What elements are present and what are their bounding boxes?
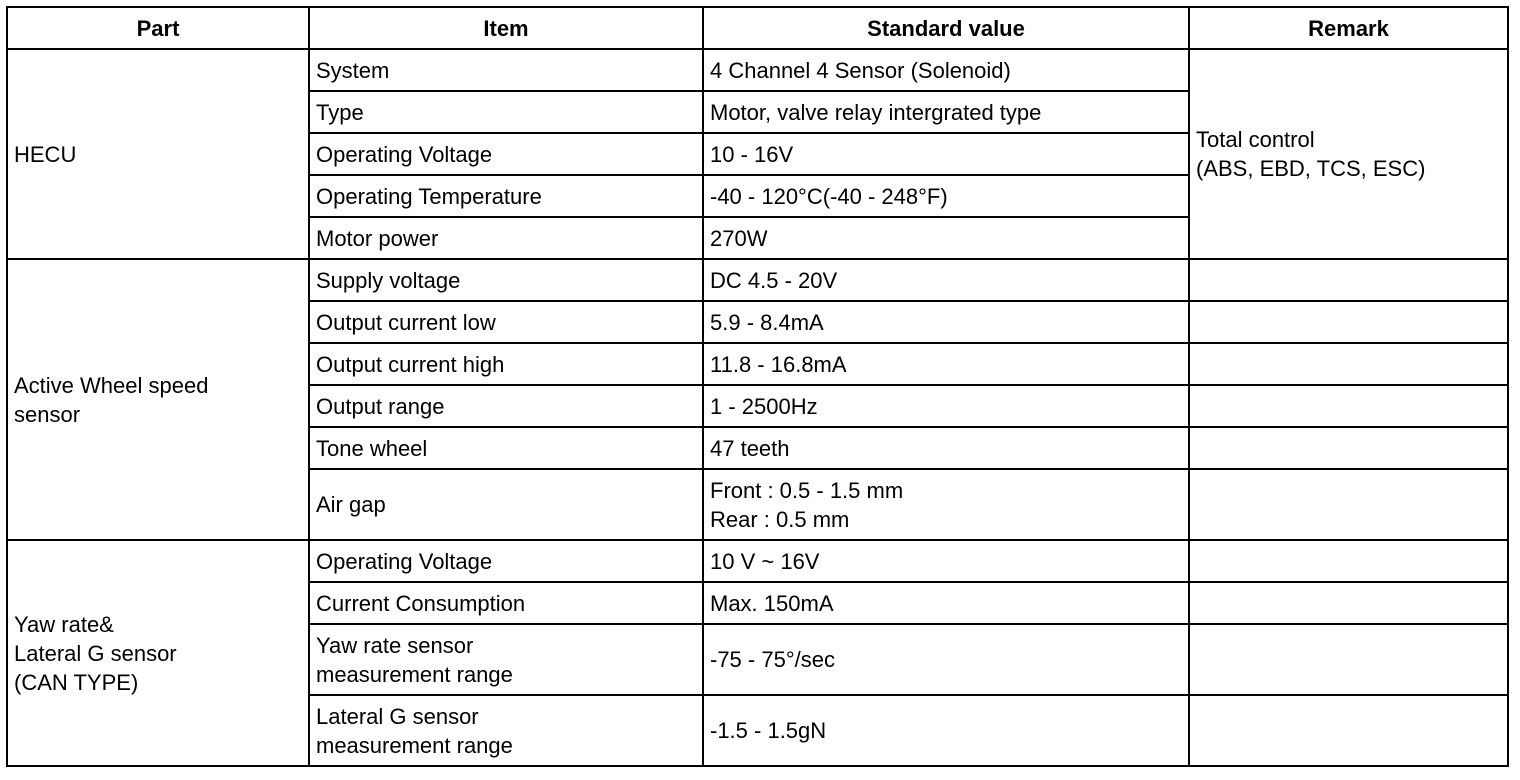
value-cell: 5.9 - 8.4mA [703, 301, 1189, 343]
table-row [7, 49, 1508, 91]
item-cell: Output range [309, 385, 703, 427]
item-cell: Tone wheel [309, 427, 703, 469]
item-cell: Type [309, 91, 703, 133]
remark-cell [1189, 385, 1508, 427]
item-cell: Output current high [309, 343, 703, 385]
header-part: Part [7, 7, 309, 49]
remark-cell [1189, 259, 1508, 301]
value-cell: 1 - 2500Hz [703, 385, 1189, 427]
part-wheel-speed-sensor: Active Wheel speed sensor [7, 259, 309, 540]
header-row [7, 7, 1508, 49]
item-cell: System [309, 49, 703, 91]
item-cell: Operating Voltage [309, 540, 703, 582]
specification-table [6, 6, 1509, 767]
item-cell: Operating Voltage [309, 133, 703, 175]
value-cell: 270W [703, 217, 1189, 259]
item-cell: Lateral G sensor measurement range [309, 695, 703, 766]
remark-cell [1189, 427, 1508, 469]
remark-cell [1189, 343, 1508, 385]
remark-cell [1189, 695, 1508, 766]
remark-cell [1189, 540, 1508, 582]
value-cell: -75 - 75°/sec [703, 624, 1189, 695]
value-cell: Front : 0.5 - 1.5 mm Rear : 0.5 mm [703, 469, 1189, 540]
item-cell: Air gap [309, 469, 703, 540]
table-row [7, 540, 1508, 582]
value-cell: 10 V ~ 16V [703, 540, 1189, 582]
table-row [7, 259, 1508, 301]
part-yaw-rate-sensor: Yaw rate& Lateral G sensor (CAN TYPE) [7, 540, 309, 766]
remark-cell [1189, 624, 1508, 695]
header-standard-value: Standard value [703, 7, 1189, 49]
value-cell: 11.8 - 16.8mA [703, 343, 1189, 385]
spec-table-container [6, 6, 1509, 767]
value-cell: 10 - 16V [703, 133, 1189, 175]
value-cell: -40 - 120°C(-40 - 248°F) [703, 175, 1189, 217]
value-cell: 4 Channel 4 Sensor (Solenoid) [703, 49, 1189, 91]
item-cell: Supply voltage [309, 259, 703, 301]
header-remark: Remark [1189, 7, 1508, 49]
value-cell: DC 4.5 - 20V [703, 259, 1189, 301]
item-cell: Yaw rate sensor measurement range [309, 624, 703, 695]
part-hecu: HECU [7, 49, 309, 259]
item-cell: Motor power [309, 217, 703, 259]
remark-cell [1189, 469, 1508, 540]
value-cell: 47 teeth [703, 427, 1189, 469]
remark-cell [1189, 301, 1508, 343]
item-cell: Output current low [309, 301, 703, 343]
item-cell: Operating Temperature [309, 175, 703, 217]
item-cell: Current Consumption [309, 582, 703, 624]
remark-hecu: Total control (ABS, EBD, TCS, ESC) [1189, 49, 1508, 259]
remark-cell [1189, 582, 1508, 624]
value-cell: -1.5 - 1.5gN [703, 695, 1189, 766]
header-item: Item [309, 7, 703, 49]
value-cell: Motor, valve relay intergrated type [703, 91, 1189, 133]
value-cell: Max. 150mA [703, 582, 1189, 624]
